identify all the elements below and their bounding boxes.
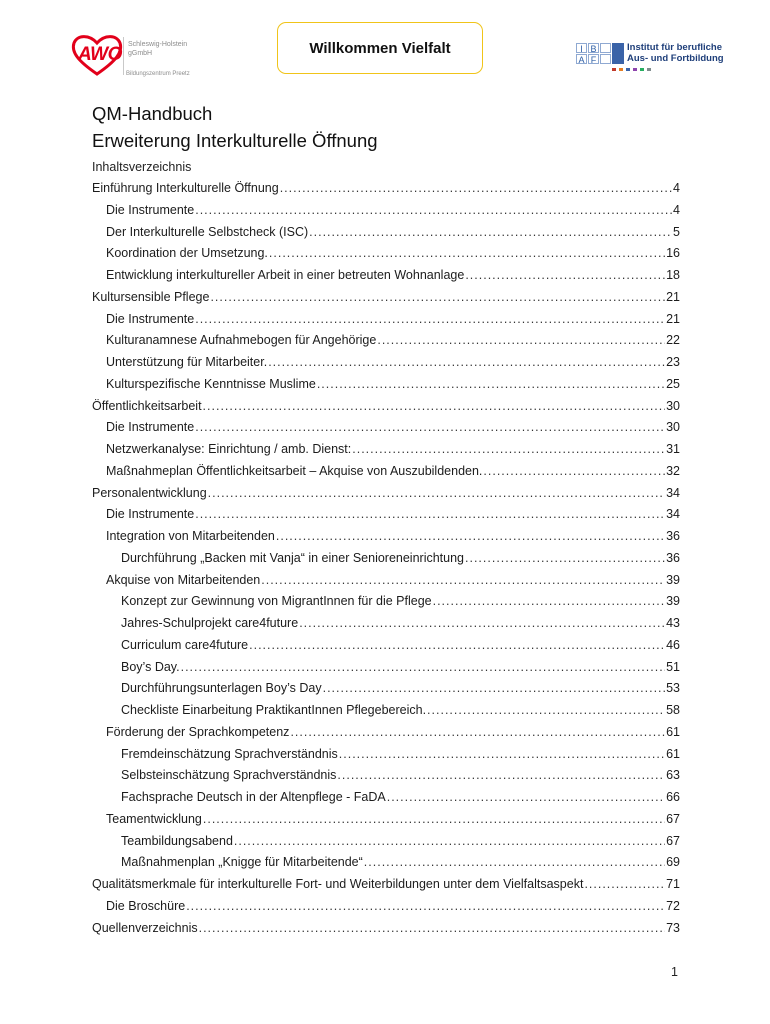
toc-entry[interactable] (92, 877, 680, 893)
toc-entry[interactable] (106, 529, 680, 545)
toc-entry-page: 39 (666, 573, 680, 587)
ibaf-name: Institut für berufliche Aus- und Fortbildung (627, 42, 724, 64)
toc-entry[interactable] (106, 333, 680, 349)
toc-entry[interactable] (121, 834, 680, 850)
document-title: QM-Handbuch (92, 103, 213, 124)
toc-entry[interactable] (121, 638, 680, 654)
toc-entry-label: Koordination der Umsetzung. (106, 246, 268, 260)
toc-entry-label: Maßnahmeplan Öffentlichkeitsarbeit – Akquise von Auszubildenden. (106, 464, 483, 478)
document-subtitle: Erweiterung Interkulturelle Öffnung (92, 130, 378, 151)
toc-entry-label: Maßnahmenplan „Knigge für Mitarbeitende“ (121, 855, 363, 869)
toc-entry[interactable] (106, 464, 680, 480)
toc-entry[interactable] (106, 573, 680, 589)
toc-leader-dots (299, 616, 665, 630)
ibaf-color-dots (612, 68, 651, 71)
toc-entry[interactable] (106, 355, 680, 371)
toc-entry-page: 30 (666, 399, 680, 413)
toc-entry[interactable] (121, 551, 680, 567)
toc-leader-dots (210, 290, 665, 304)
toc-entry[interactable] (92, 486, 680, 502)
toc-entry-page: 22 (666, 333, 680, 347)
toc-leader-dots (195, 507, 665, 521)
toc-entry-page: 43 (666, 616, 680, 630)
toc-leader-dots (317, 377, 665, 391)
toc-entry-label: Netzwerkanalyse: Einrichtung / amb. Dienst: (106, 442, 352, 456)
awo-wordmark: AWO (78, 44, 122, 65)
toc-entry-page: 46 (666, 638, 680, 652)
awo-subtitle: Bildungszentrum Preetz (126, 71, 190, 77)
toc-entry-page: 23 (666, 355, 680, 369)
toc-entry-page: 36 (666, 551, 680, 565)
toc-entry-label: Fremdeinschätzung Sprachverständnis (121, 747, 338, 761)
toc-entry-label: Der Interkulturelle Selbstcheck (ISC) (106, 225, 309, 239)
toc-leader-dots (364, 855, 665, 869)
toc-leader-dots (290, 725, 665, 739)
toc-entry-label: Checkliste Einarbeitung PraktikantInnen Pflegebereich. (121, 703, 427, 717)
awo-organisation: Schleswig-Holstein gGmbH (128, 41, 188, 57)
toc-leader-dots (339, 747, 665, 761)
toc-leader-dots (199, 921, 665, 935)
toc-entry-page: 58 (666, 703, 680, 717)
toc-entry-page: 73 (666, 921, 680, 935)
toc-entry-page: 39 (666, 594, 680, 608)
ibaf-letter-grid: I B A F (576, 43, 611, 64)
toc-leader-dots (261, 573, 665, 587)
toc-entry[interactable] (106, 312, 680, 328)
toc-entry[interactable] (106, 268, 680, 284)
toc-leader-dots (208, 486, 665, 500)
toc-entry-label: Durchführung „Backen mit Vanja“ in einer Senioreneinrichtung (121, 551, 465, 565)
toc-heading: Inhaltsverzeichnis (92, 160, 192, 174)
toc-entry-page: 71 (666, 877, 680, 891)
toc-leader-dots (186, 899, 665, 913)
toc-entry[interactable] (106, 507, 680, 523)
ibaf-mark-icon (612, 43, 624, 64)
toc-entry-label: Die Instrumente (106, 203, 195, 217)
toc-entry-label: Fachsprache Deutsch in der Altenpflege - FaDA (121, 790, 386, 804)
toc-leader-dots (268, 355, 665, 369)
toc-leader-dots (195, 312, 665, 326)
toc-entry-page: 30 (666, 420, 680, 434)
awo-divider (123, 37, 124, 75)
toc-entry-page: 18 (666, 268, 680, 282)
toc-leader-dots (280, 181, 672, 195)
toc-entry-page: 4 (673, 181, 680, 195)
toc-entry-label: Akquise von Mitarbeitenden (106, 573, 261, 587)
toc-entry-label: Die Broschüre (106, 899, 186, 913)
toc-entry-label: Boy’s Day. (121, 660, 180, 674)
toc-entry-page: 69 (666, 855, 680, 869)
toc-entry[interactable] (92, 181, 680, 197)
toc-leader-dots (249, 638, 665, 652)
toc-entry-page: 51 (666, 660, 680, 674)
toc-leader-dots (352, 442, 665, 456)
toc-entry[interactable] (121, 660, 680, 676)
toc-entry[interactable] (92, 290, 680, 306)
toc-entry[interactable] (106, 442, 680, 458)
toc-entry[interactable] (121, 790, 680, 806)
toc-leader-dots (195, 420, 665, 434)
toc-entry-page: 25 (666, 377, 680, 391)
toc-leader-dots (337, 768, 665, 782)
toc-entry-label: Förderung der Sprachkompetenz (106, 725, 290, 739)
toc-entry-page: 34 (666, 507, 680, 521)
toc-entry-label: Integration von Mitarbeitenden (106, 529, 275, 543)
toc-entry[interactable] (121, 703, 680, 719)
welcome-banner: Willkommen Vielfalt (277, 22, 483, 74)
toc-entry-label: Entwicklung interkultureller Arbeit in einer betreuten Wohnanlage (106, 268, 465, 282)
toc-entry-page: 31 (666, 442, 680, 456)
toc-entry-page: 36 (666, 529, 680, 543)
toc-entry[interactable] (106, 899, 680, 915)
toc-entry[interactable] (92, 921, 680, 937)
toc-entry-page: 67 (666, 834, 680, 848)
toc-entry-label: Die Instrumente (106, 507, 195, 521)
awo-logo (70, 34, 210, 84)
toc-entry-label: Unterstützung für Mitarbeiter. (106, 355, 268, 369)
toc-entry-page: 63 (666, 768, 680, 782)
toc-entry[interactable] (106, 725, 680, 741)
toc-entry-page: 67 (666, 812, 680, 826)
toc-leader-dots (276, 529, 665, 543)
toc-entry-page: 53 (666, 681, 680, 695)
toc-leader-dots (483, 464, 665, 478)
toc-leader-dots (377, 333, 665, 347)
toc-entry-label: Teambildungsabend (121, 834, 233, 848)
toc-entry-label: Qualitätsmerkmale für interkulturelle Fort- und Weiterbildungen unter dem Vielfaltsaspekt (92, 877, 584, 891)
toc-leader-dots (465, 268, 665, 282)
toc-entry[interactable] (121, 768, 680, 784)
toc-entry-page: 5 (673, 225, 680, 239)
toc-entry-label: Konzept zur Gewinnung von MigrantInnen für die Pflege (121, 594, 432, 608)
toc-entry-page: 4 (673, 203, 680, 217)
toc-entry[interactable] (121, 681, 680, 697)
toc-leader-dots (584, 877, 665, 891)
toc-entry-label: Einführung Interkulturelle Öffnung (92, 181, 279, 195)
toc-entry[interactable] (106, 246, 680, 262)
toc-entry[interactable] (106, 377, 680, 393)
toc-entry[interactable] (121, 594, 680, 610)
toc-entry-label: Kultursensible Pflege (92, 290, 210, 304)
toc-leader-dots (427, 703, 665, 717)
toc-entry-label: Teamentwicklung (106, 812, 202, 826)
toc-entry[interactable] (121, 616, 680, 632)
toc-entry-page: 66 (666, 790, 680, 804)
toc-entry-page: 16 (666, 246, 680, 260)
toc-leader-dots (387, 790, 665, 804)
toc-entry-label: Jahres-Schulprojekt care4future (121, 616, 299, 630)
toc-leader-dots (465, 551, 665, 565)
toc-entry-page: 32 (666, 464, 680, 478)
toc-entry-page: 61 (666, 725, 680, 739)
toc-entry-page: 21 (666, 312, 680, 326)
toc-entry-label: Die Instrumente (106, 420, 195, 434)
toc-entry-label: Quellenverzeichnis (92, 921, 198, 935)
toc-entry-label: Personalentwicklung (92, 486, 207, 500)
toc-entry[interactable] (106, 812, 680, 828)
toc-entry-page: 72 (666, 899, 680, 913)
toc-entry-label: Curriculum care4future (121, 638, 249, 652)
toc-entry-label: Durchführungsunterlagen Boy’s Day (121, 681, 322, 695)
toc-entry-page: 21 (666, 290, 680, 304)
toc-leader-dots (269, 246, 665, 260)
toc-entry[interactable] (106, 203, 680, 219)
toc-leader-dots (181, 660, 666, 674)
toc-leader-dots (433, 594, 665, 608)
toc-entry-page: 61 (666, 747, 680, 761)
toc-leader-dots (195, 203, 672, 217)
toc-entry[interactable] (92, 399, 680, 415)
toc-entry-label: Öffentlichkeitsarbeit (92, 399, 202, 413)
toc-entry[interactable] (106, 225, 680, 241)
toc-entry[interactable] (106, 420, 680, 436)
ibaf-logo (576, 43, 736, 85)
toc-entry-label: Selbsteinschätzung Sprachverständnis (121, 768, 337, 782)
toc-entry-label: Die Instrumente (106, 312, 195, 326)
toc-entry[interactable] (121, 855, 680, 871)
toc-leader-dots (203, 812, 665, 826)
toc-leader-dots (203, 399, 666, 413)
toc-leader-dots (234, 834, 665, 848)
toc-entry-label: Kulturspezifische Kenntnisse Muslime (106, 377, 316, 391)
toc-leader-dots (323, 681, 666, 695)
toc-entry-page: 34 (666, 486, 680, 500)
toc-entry-label: Kulturanamnese Aufnahmebogen für Angehörige (106, 333, 377, 347)
toc-entry[interactable] (121, 747, 680, 763)
toc-leader-dots (309, 225, 672, 239)
page-number: 1 (671, 965, 678, 979)
